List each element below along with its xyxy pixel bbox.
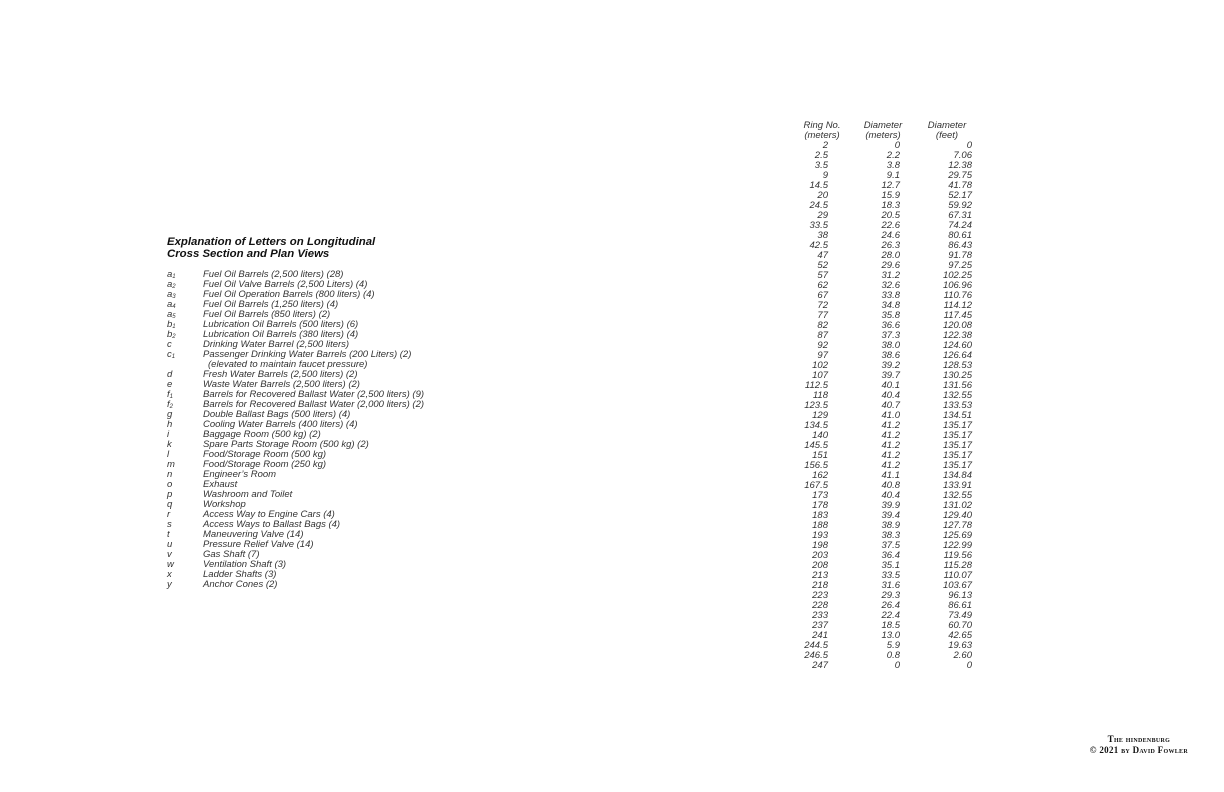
diameter-feet-cell: 127.78 [942, 520, 972, 531]
header-diameter-meters [854, 121, 912, 141]
diameter-feet-cell: 135.17 [942, 430, 972, 441]
diameter-feet-cell: 132.55 [942, 490, 972, 501]
legend-code [167, 350, 203, 360]
diameter-feet-cell: 135.17 [942, 450, 972, 461]
legend-code-subscript: 4 [172, 304, 176, 310]
diameter-feet-cell: 133.53 [942, 400, 972, 411]
diameter-feet-cell: 131.56 [942, 380, 972, 391]
legend-code-subscript: 5 [172, 314, 176, 320]
diameter-feet-cell: 130.25 [942, 370, 972, 381]
diameter-feet-cell: 131.02 [942, 500, 972, 511]
diameter-meters-cell: 41.2 [881, 430, 900, 441]
legend-code [167, 280, 203, 290]
ring-no-cell: 203 [812, 550, 828, 561]
diameter-meters-cell: 18.5 [881, 620, 900, 631]
diameter-meters-cell: 5.9 [886, 640, 900, 651]
legend-description: Lubrication Oil Barrels (380 liters) (4) [203, 329, 359, 340]
legend-code-letter: s [167, 519, 172, 530]
diameter-meters-cell: 22.4 [881, 610, 900, 621]
legend-code-letter: k [167, 439, 172, 450]
diameter-feet-cell: 135.17 [942, 440, 972, 451]
diameter-feet-cell: 119.56 [943, 550, 972, 561]
ring-no-cell: 228 [812, 600, 828, 611]
legend-code-letter: a [167, 299, 173, 310]
diameter-feet-cell: 115.28 [943, 560, 972, 571]
ring-table-header [790, 121, 982, 141]
diameter-feet-cell: 91.78 [948, 250, 972, 261]
legend-code-letter: t [167, 529, 170, 540]
ring-no-cell: 151 [812, 450, 828, 461]
ring-no-cell: 102 [812, 360, 828, 371]
diameter-meters-cell: 38.6 [881, 350, 900, 361]
legend-code [167, 390, 203, 400]
diameter-meters-cell: 37.5 [881, 540, 900, 551]
diameter-meters-cell: 41.2 [881, 460, 900, 471]
legend-code-letter: x [167, 569, 172, 580]
ring-no-cell: 134.5 [804, 420, 828, 431]
diameter-meters-cell: 39.7 [881, 370, 900, 381]
ring-no-cell: 118 [812, 390, 828, 401]
diameter-meters-cell: 29.6 [881, 260, 900, 271]
legend-description: Engineer’s Room [203, 469, 277, 480]
legend-description: Food/Storage Room (250 kg) [203, 459, 327, 470]
legend-code [167, 510, 203, 520]
diameter-meters-cell: 2.2 [886, 150, 900, 161]
diameter-meters-cell: 35.8 [881, 310, 900, 321]
legend-code [167, 400, 203, 410]
legend-code-letter: a [167, 269, 173, 280]
diameter-meters-cell: 0 [894, 140, 900, 151]
diameter-feet-cell: 134.51 [942, 410, 972, 421]
diameter-feet-cell: 114.12 [943, 300, 972, 311]
header-diameter-meters-line2: (meters) [865, 130, 901, 141]
legend-code-subscript: 1 [172, 324, 176, 330]
legend-description: Exhaust [203, 479, 238, 490]
diameter-meters-cell: 28.0 [881, 250, 900, 261]
diameter-meters-cell: 32.6 [881, 280, 900, 291]
legend-heading-line2: Cross Section and Plan Views [167, 248, 330, 260]
letter-legend [167, 270, 424, 590]
ring-no-cell: 33.5 [809, 220, 828, 231]
legend-description: Maneuvering Valve (14) [203, 529, 304, 540]
diameter-meters-cell: 36.6 [881, 320, 900, 331]
ring-no-cell: 188 [812, 520, 828, 531]
ring-no-cell: 92 [817, 340, 828, 351]
ring-no-cell: 183 [812, 510, 828, 521]
legend-code-letter: g [167, 409, 173, 420]
ring-no-cell: 14.5 [809, 180, 828, 191]
legend-description: Ladder Shafts (3) [203, 569, 277, 580]
legend-code [167, 490, 203, 500]
legend-code [167, 380, 203, 390]
legend-code-letter: p [167, 489, 173, 500]
legend-code [167, 290, 203, 300]
legend-code-letter: e [167, 379, 173, 390]
legend-code [167, 460, 203, 470]
legend-code [167, 360, 203, 370]
diameter-meters-cell: 18.3 [881, 200, 900, 211]
diameter-feet-cell: 135.17 [942, 420, 972, 431]
header-diameter-feet-line2: (feet) [935, 130, 959, 141]
diameter-feet-cell: 134.84 [942, 470, 972, 481]
diameter-meters-cell: 31.6 [881, 580, 900, 591]
diameter-meters-cell: 20.5 [881, 210, 900, 221]
diameter-meters-cell: 36.4 [881, 550, 900, 561]
diameter-feet-cell: 106.96 [942, 280, 972, 291]
diameter-feet-cell: 122.99 [942, 540, 972, 551]
legend-code-letter: u [167, 539, 173, 550]
diameter-meters-cell: 41.1 [881, 470, 900, 481]
legend-description: Cooling Water Barrels (400 liters) (4) [203, 419, 358, 430]
ring-no-cell: 223 [812, 590, 828, 601]
legend-code [167, 420, 203, 430]
ring-no-cell: 173 [812, 490, 828, 501]
legend-description: Ventilation Shaft (3) [203, 559, 287, 570]
ring-no-cell: 145.5 [804, 440, 828, 451]
diameter-feet-cell: 97.25 [948, 260, 972, 271]
ring-no-cell: 87 [817, 330, 828, 341]
legend-description: Gas Shaft (7) [203, 549, 260, 560]
legend-description: Waste Water Barrels (2,500 liters) (2) [203, 379, 360, 390]
legend-description: Fuel Oil Barrels (2,500 liters) (28) [203, 269, 344, 280]
diameter-meters-cell: 41.2 [881, 440, 900, 451]
ring-table-body [790, 141, 982, 671]
ring-no-cell: 241 [812, 630, 828, 641]
legend-code [167, 340, 203, 350]
diameter-meters-cell: 24.6 [881, 230, 900, 241]
diameter-meters-cell: 41.2 [881, 420, 900, 431]
diameter-feet-cell: 29.75 [948, 170, 972, 181]
diameter-meters-cell: 40.8 [881, 480, 900, 491]
legend-code-letter: d [167, 369, 173, 380]
legend-code [167, 480, 203, 490]
ring-no-cell: 123.5 [804, 400, 828, 411]
diameter-feet-cell: 60.70 [948, 620, 972, 631]
diameter-feet-cell: 80.61 [948, 230, 972, 241]
legend-code [167, 530, 203, 540]
header-diameter-feet-line1: Diameter [927, 120, 967, 131]
diameter-feet-cell: 133.91 [942, 480, 972, 491]
diameter-meters-cell: 31.2 [881, 270, 900, 281]
ring-no-cell: 162 [812, 470, 828, 481]
diameter-meters-cell: 41.0 [881, 410, 900, 421]
diameter-meters-cell: 37.3 [881, 330, 900, 341]
legend-code-subscript: 1 [172, 274, 176, 280]
legend-description: Double Ballast Bags (500 liters) (4) [203, 409, 351, 420]
diameter-feet-cell: 41.78 [948, 180, 972, 191]
diameter-feet-cell: 67.31 [948, 210, 972, 221]
legend-description: Fuel Oil Operation Barrels (800 liters) (4) [203, 289, 375, 300]
credit-block [1090, 734, 1188, 756]
legend-description: Workshop [203, 499, 246, 510]
ring-no-cell: 244.5 [804, 640, 828, 651]
diameter-feet-cell: 124.60 [942, 340, 972, 351]
ring-no-cell: 72 [817, 300, 828, 311]
legend-code-letter: o [167, 479, 173, 490]
legend-code [167, 440, 203, 450]
legend-description: Access Ways to Ballast Bags (4) [203, 519, 341, 530]
diameter-feet-cell: 126.64 [942, 350, 972, 361]
ring-no-cell: 178 [812, 500, 828, 511]
diameter-feet-cell: 135.17 [942, 460, 972, 471]
diameter-meters-cell: 41.2 [881, 450, 900, 461]
ring-no-cell: 140 [812, 430, 828, 441]
ring-no-cell: 77 [817, 310, 828, 321]
ring-no-cell: 42.5 [809, 240, 828, 251]
legend-code-subscript: 1 [171, 354, 176, 360]
legend-code [167, 430, 203, 440]
legend-code-letter: b [167, 319, 173, 330]
legend-description: Washroom and Toilet [203, 489, 293, 500]
legend-description: Pressure Relief Valve (14) [203, 539, 314, 550]
ring-no-cell: 198 [812, 540, 828, 551]
diameter-feet-cell: 86.43 [948, 240, 972, 251]
ring-no-cell: 129 [812, 410, 828, 421]
credit-title: The hindenburg [1107, 734, 1171, 744]
header-ring-no-line2: (meters) [804, 130, 840, 141]
legend-description: Fuel Oil Barrels (1,250 liters) (4) [203, 299, 339, 310]
diameter-feet-cell: 19.63 [948, 640, 972, 651]
legend-description: Passenger Drinking Water Barrels (200 Liters) (2) [203, 349, 412, 360]
legend-code-letter: a [167, 309, 173, 320]
legend-code [167, 570, 203, 580]
diameter-feet-cell: 132.55 [942, 390, 972, 401]
ring-no-cell: 67 [817, 290, 828, 301]
credit-copyright: © 2021 by David Fowler [1089, 745, 1188, 755]
legend-code [167, 320, 203, 330]
legend-heading-line1: Explanation of Letters on Longitudinal [167, 236, 376, 248]
diameter-meters-cell: 39.9 [881, 500, 900, 511]
legend-code [167, 560, 203, 570]
diameter-meters-cell: 0 [894, 660, 900, 671]
diameter-feet-cell: 110.07 [943, 570, 972, 581]
legend-description: Lubrication Oil Barrels (500 liters) (6) [203, 319, 359, 330]
ring-no-cell: 57 [817, 270, 828, 281]
legend-code-letter: b [167, 329, 173, 340]
legend-code-subscript: 2 [169, 404, 173, 410]
table-row [790, 661, 982, 671]
legend-code-subscript: 2 [172, 284, 176, 290]
diameter-feet-cell: 12.38 [948, 160, 972, 171]
ring-no-cell: 218 [812, 580, 828, 591]
ring-no-cell: 246.5 [804, 650, 828, 661]
ring-no-cell: 24.5 [809, 200, 828, 211]
legend-code [167, 520, 203, 530]
header-diameter-meters-line1: Diameter [863, 120, 903, 131]
diameter-feet-cell: 86.61 [948, 600, 972, 611]
header-ring-no-line1: Ring No. [803, 120, 841, 131]
legend-description: Food/Storage Room (500 kg) [203, 449, 327, 460]
legend-code [167, 580, 203, 590]
legend-code [167, 300, 203, 310]
legend-description: Fuel Oil Valve Barrels (2,500 Liters) (4) [203, 279, 368, 290]
legend-code-letter: f [167, 389, 170, 400]
diameter-meters-cell: 39.4 [881, 510, 900, 521]
diameter-meters-cell: 26.4 [881, 600, 900, 611]
diameter-feet-cell: 128.53 [942, 360, 972, 371]
legend-code-subscript: 2 [172, 334, 176, 340]
legend-code-subscript: 1 [169, 394, 173, 400]
ring-no-cell: 20 [817, 190, 828, 201]
diameter-meters-cell: 22.6 [881, 220, 900, 231]
legend-code [167, 470, 203, 480]
legend-description: Access Way to Engine Cars (4) [203, 509, 335, 520]
ring-no-cell: 97 [817, 350, 828, 361]
legend-code-letter: v [167, 549, 172, 560]
ring-no-cell: 112.5 [804, 380, 828, 391]
diameter-meters-cell: 3.8 [886, 160, 900, 171]
ring-no-cell: 167.5 [804, 480, 828, 491]
legend-code [167, 410, 203, 420]
diameter-meters-cell: 38.3 [881, 530, 900, 541]
ring-no-cell: 29 [817, 210, 828, 221]
legend-code-letter: l [167, 449, 170, 460]
diameter-feet-cell: 0 [966, 660, 972, 671]
legend-code-letter: a [167, 279, 173, 290]
legend-description: Barrels for Recovered Ballast Water (2,500 liters) (9) [203, 389, 425, 400]
ring-no-cell: 2.5 [814, 150, 828, 161]
legend-code-letter: w [167, 559, 174, 570]
legend-code [167, 310, 203, 320]
ring-no-cell: 193 [812, 530, 828, 541]
diameter-meters-cell: 33.8 [881, 290, 900, 301]
diameter-meters-cell: 38.0 [881, 340, 900, 351]
legend-description: Fresh Water Barrels (2,500 liters) (2) [203, 369, 358, 380]
legend-description: Fuel Oil Barrels (850 liters) (2) [203, 309, 331, 320]
ring-no-cell: 233 [812, 610, 828, 621]
diameter-meters-cell: 29.3 [881, 590, 900, 601]
legend-code-letter: c [167, 339, 172, 350]
legend-code-letter: r [167, 509, 171, 520]
diameter-feet-cell: 129.40 [942, 510, 972, 521]
legend-code-letter: m [167, 459, 175, 470]
diameter-feet-cell: 122.38 [942, 330, 972, 341]
legend-code [167, 370, 203, 380]
legend-code-letter: h [167, 419, 173, 430]
diameter-meters-cell: 40.4 [881, 390, 900, 401]
ring-no-cell: 62 [817, 280, 828, 291]
diameter-meters-cell: 40.4 [881, 490, 900, 501]
diameter-meters-cell: 38.9 [881, 520, 900, 531]
diameter-feet-cell: 96.13 [948, 590, 972, 601]
diameter-feet-cell: 7.06 [953, 150, 972, 161]
ring-no-cell: 237 [812, 620, 828, 631]
header-diameter-feet [912, 121, 982, 141]
diameter-feet-cell: 103.67 [942, 580, 972, 591]
diameter-meters-cell: 39.2 [881, 360, 900, 371]
legend-code-letter: q [167, 499, 173, 510]
diameter-meters-cell: 15.9 [881, 190, 900, 201]
header-ring-no [790, 121, 854, 141]
ring-no-cell: 208 [812, 560, 828, 571]
diameter-meters-cell: 40.7 [881, 400, 900, 411]
diameter-feet-cell: 2.60 [953, 650, 972, 661]
diameter-feet-cell: 52.17 [948, 190, 972, 201]
diameter-feet-cell: 74.24 [948, 220, 972, 231]
legend-code-letter: y [167, 579, 172, 590]
ring-no-cell: 107 [812, 370, 828, 381]
legend-description: Anchor Cones (2) [203, 579, 278, 590]
diameter-feet-cell: 73.49 [948, 610, 972, 621]
ring-no-cell: 247 [812, 660, 828, 671]
diameter-feet-cell: 117.45 [943, 310, 972, 321]
diameter-meters-cell: 33.5 [881, 570, 900, 581]
diameter-meters-cell: 0.8 [886, 650, 900, 661]
diameter-meters-cell: 26.3 [881, 240, 900, 251]
legend-description: Drinking Water Barrel (2,500 liters) [203, 339, 350, 350]
ring-no-cell: 2 [822, 140, 828, 151]
legend-code [167, 330, 203, 340]
legend-code-subscript: 3 [172, 294, 176, 300]
diameter-meters-cell: 35.1 [881, 560, 900, 571]
diameter-meters-cell: 40.1 [881, 380, 900, 391]
legend-code [167, 540, 203, 550]
diameter-meters-cell: 9.1 [886, 170, 900, 181]
diameter-feet-cell: 42.65 [948, 630, 972, 641]
legend-row [167, 580, 424, 590]
diameter-feet-cell: 110.76 [943, 290, 972, 301]
diameter-feet-cell: 0 [966, 140, 972, 151]
ring-no-cell: 9 [822, 170, 828, 181]
legend-code-letter: f [167, 399, 170, 410]
diameter-meters-cell: 34.8 [881, 300, 900, 311]
diameter-feet-cell: 59.92 [948, 200, 972, 211]
ring-no-cell: 213 [812, 570, 828, 581]
diameter-feet-cell: 102.25 [942, 270, 972, 281]
legend-description: Baggage Room (500 kg) (2) [203, 429, 321, 440]
legend-description: Barrels for Recovered Ballast Water (2,000 liters) (2) [203, 399, 425, 410]
legend-code-letter: a [167, 289, 173, 300]
legend-code [167, 270, 203, 280]
ring-no-cell: 156.5 [804, 460, 828, 471]
legend-code-letter: c [167, 349, 172, 360]
legend-code-letter: n [167, 469, 173, 480]
diameter-meters-cell: 12.7 [881, 180, 900, 191]
legend-description: Spare Parts Storage Room (500 kg) (2) [203, 439, 369, 450]
legend-code-letter: i [167, 429, 170, 440]
ring-no-cell: 52 [817, 260, 828, 271]
ring-diameter-table [790, 121, 982, 671]
ring-no-cell: 3.5 [814, 160, 828, 171]
legend-description: (elevated to maintain faucet pressure) [208, 359, 368, 370]
diameter-feet-cell: 120.08 [942, 320, 972, 331]
diameter-meters-cell: 13.0 [881, 630, 900, 641]
diameter-feet-cell: 125.69 [942, 530, 972, 541]
ring-no-cell: 47 [817, 250, 828, 261]
ring-no-cell: 38 [817, 230, 828, 241]
legend-heading [167, 236, 375, 260]
ring-no-cell: 82 [817, 320, 828, 331]
legend-code [167, 500, 203, 510]
